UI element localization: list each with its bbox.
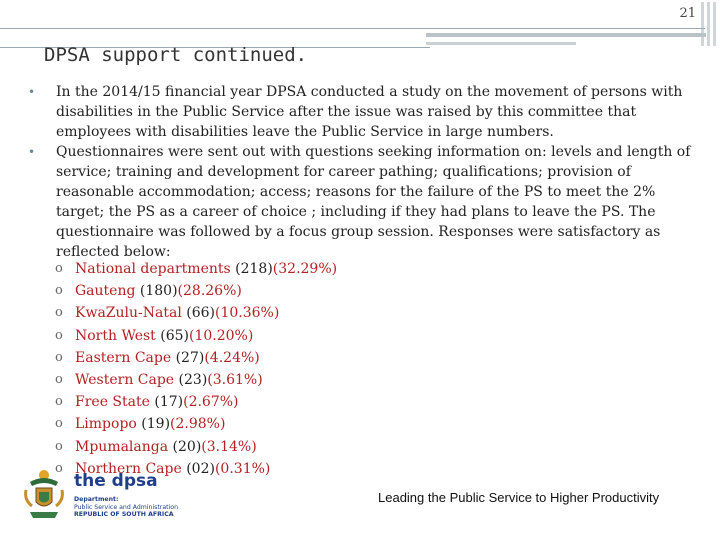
- response-item: [55, 325, 337, 347]
- response-item: [55, 280, 337, 302]
- circle-bullet-icon: o: [55, 283, 63, 299]
- circle-bullet-icon: o: [55, 460, 63, 476]
- response-item: [55, 369, 337, 391]
- response-name: Eastern Cape: [75, 349, 172, 366]
- response-name: KwaZulu-Natal: [75, 305, 182, 322]
- logo-department-name: Public Service and Administration: [74, 503, 178, 511]
- logo-country: REPUBLIC OF SOUTH AFRICA: [74, 511, 174, 518]
- response-name: North West: [75, 327, 156, 344]
- response-item: [55, 413, 337, 435]
- response-item: [55, 391, 337, 413]
- response-name: Free State: [75, 394, 150, 411]
- logo-department: Department:: [74, 496, 119, 503]
- response-count: (20): [172, 438, 202, 455]
- circle-bullet-icon: o: [55, 349, 63, 365]
- bullet-item: [28, 82, 698, 142]
- response-percent: (10.36%): [215, 305, 280, 322]
- logo-brand: the dpsa: [74, 471, 158, 491]
- header-decoration-bars: [701, 2, 716, 46]
- response-item: [55, 302, 337, 324]
- circle-bullet-icon: o: [55, 327, 63, 343]
- header-accent-bar: [426, 33, 706, 37]
- response-count: (17): [154, 394, 184, 411]
- page-number: 21: [679, 6, 696, 21]
- response-percent: (32.29%): [272, 261, 338, 277]
- response-percent: (3.14%): [201, 438, 257, 455]
- response-name: Western Cape: [75, 372, 175, 389]
- response-count: (19): [141, 416, 171, 433]
- circle-bullet-icon: o: [55, 261, 63, 276]
- circle-bullet-icon: o: [55, 305, 63, 321]
- response-name: Mpumalanga: [75, 438, 169, 455]
- dpsa-logo: [22, 468, 192, 526]
- response-count: (65): [160, 327, 190, 344]
- response-percent: (3.61%): [207, 372, 263, 389]
- circle-bullet-icon: o: [55, 372, 63, 388]
- response-name: Limpopo: [75, 416, 137, 433]
- bullet-text: Questionnaires were sent out with questions seeking information on: levels and length of service; training and development for career pathing; qualifications; provision of reasonable accommodation; access; reasons for the failure of the PS to meet the 2% target; the PS as a career of choice ; including if they had plans to leave the PS. The questionnaire was followed by a focus group session. Responses were satisfactory as reflected below:: [56, 144, 691, 260]
- response-list: [55, 258, 337, 480]
- response-percent: (0.31%): [214, 460, 271, 477]
- response-name: Northern Cape: [75, 460, 182, 477]
- response-percent: (10.20%): [189, 327, 254, 344]
- bullet-dot-icon: •: [28, 85, 36, 99]
- bullet-item: [28, 142, 698, 262]
- response-count: (218): [235, 261, 273, 277]
- slide-title: DPSA support continued.: [44, 44, 308, 66]
- response-count: (02): [186, 460, 215, 477]
- response-name: Gauteng: [75, 283, 136, 300]
- footer-tagline: Leading the Public Service to Higher Productivity: [378, 490, 660, 505]
- circle-bullet-icon: o: [55, 394, 63, 410]
- response-count: (23): [178, 372, 208, 389]
- circle-bullet-icon: o: [55, 416, 63, 432]
- header-accent-bar-small: [426, 42, 576, 45]
- response-name: National departments: [75, 261, 231, 277]
- response-percent: (2.98%): [170, 416, 226, 433]
- bullet-text: In the 2014/15 financial year DPSA conducted a study on the movement of persons with disabilities in the Public Service after the issue was raised by this committee that employees with disabilities leave the Public Service in large numbers.: [56, 84, 683, 140]
- response-percent: (2.67%): [183, 394, 239, 411]
- response-item: [55, 347, 337, 369]
- bullet-list: [28, 82, 698, 262]
- response-count: (66): [186, 305, 216, 322]
- circle-bullet-icon: o: [55, 438, 63, 454]
- coat-of-arms-icon: [22, 468, 66, 520]
- response-count: (27): [175, 349, 205, 366]
- logo-text: [74, 472, 178, 519]
- response-percent: (28.26%): [177, 283, 242, 300]
- response-percent: (4.24%): [204, 349, 260, 366]
- response-count: (180): [139, 283, 178, 300]
- header-rule: [0, 28, 705, 29]
- bullet-dot-icon: •: [28, 145, 36, 159]
- response-item: [55, 258, 337, 280]
- response-item: [55, 436, 337, 458]
